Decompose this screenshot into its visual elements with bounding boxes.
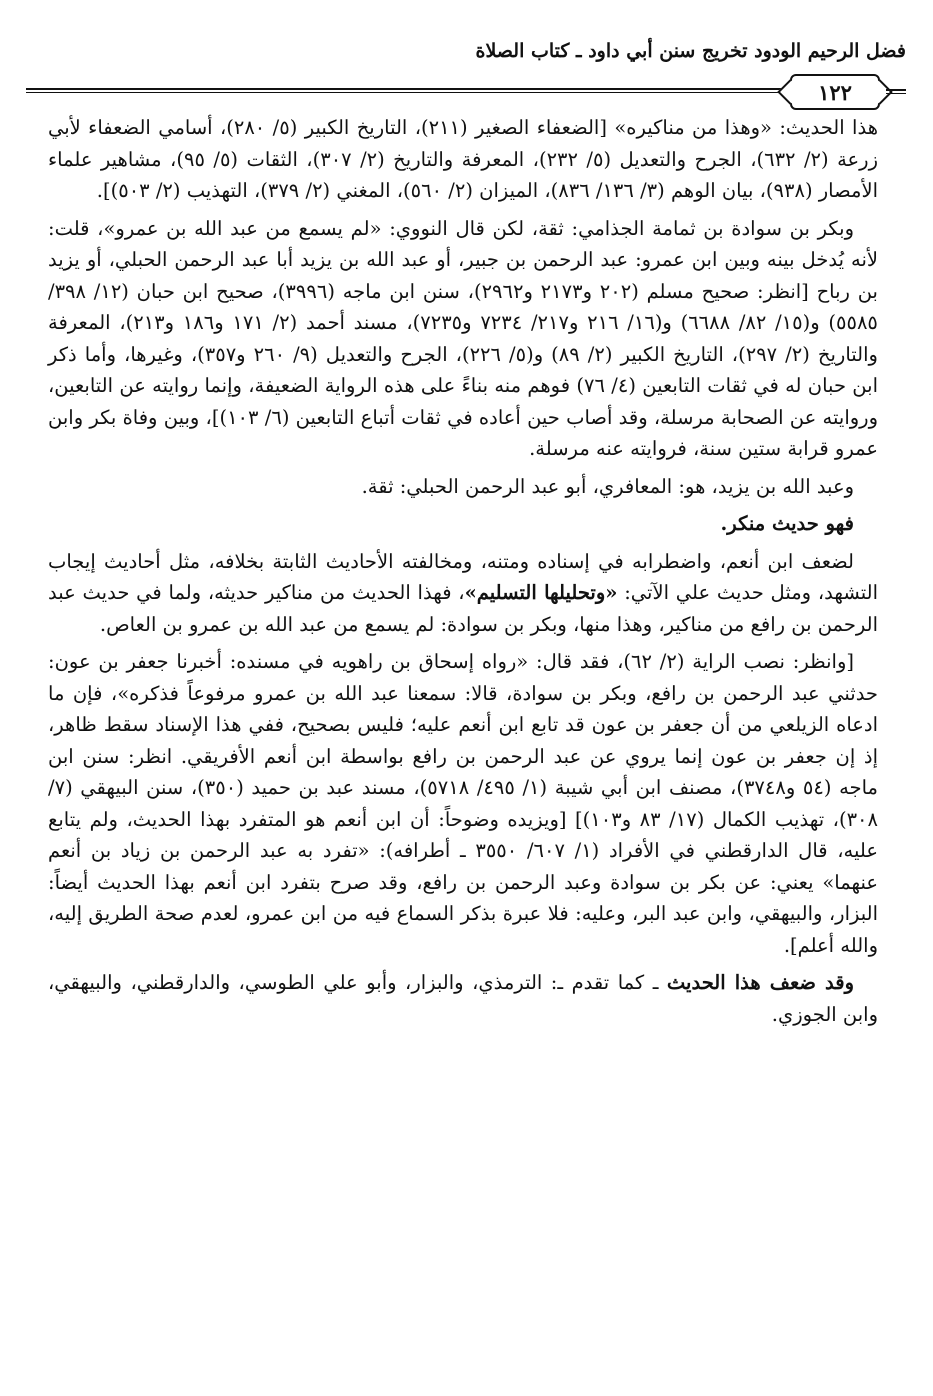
header-rule	[26, 74, 906, 110]
running-title: فضل الرحيم الودود تخريج سنن أبي داود ـ كتاب الصلاة	[475, 40, 906, 62]
weakened-by-bold: وقد ضعف هذا الحديث	[666, 971, 854, 994]
paragraph-abdullah-ibn-yazid: وعبد الله بن يزيد، هو: المعافري، أبو عبد الرحمن الحبلي: ثقة.	[361, 474, 854, 498]
paragraph-hadith-ref: هذا الحديث: «وهذا من مناكيره» [الضعفاء الصغير (٢١١)، التاريخ الكبير (٥/ ٢٨٠)، أسامي الضعفاء لأبي زرعة (٢/ ٦٣٢)، الجرح والتعديل (٥/ ٢٣٢)، المعرفة والتاريخ (٢/ ٣٠٧)، الثقات (٥/ ٩٥)، مشاهير علماء الأمصار (٩٣٨)، بيان الوهم (٣/ ١٣٦/ ٨٣٦)، الميزان (٢/ ٥٦٠)، المغني (٢/ ٣٧٩)، التهذيب (٢/ ٥٠٣)].	[48, 116, 878, 202]
weakened-by-rest: ـ كما تقدم ـ: الترمذي، والبزار، وأبو علي الطوسي، والدارقطني، والبيهقي، وابن الجوزي.	[48, 971, 878, 1026]
paragraph-bakr-ibn-sawada: وبكر بن سوادة بن ثمامة الجذامي: ثقة، لكن قال النووي: «لم يسمع من عبد الله بن عمرو»، قلت: لأنه يُدخل بينه وبين ابن عمرو: عبد الرحمن بن جبير، أو عبد الله بن يزيد أبا عبد الرحمن الحبلي، أو يزيد بن رباح [انظر: صحيح مسلم (٢٠٢ و٢١٧٣ و٢٩٦٢)، سنن ابن ماجه (٣٩٩٦)، صحيح ابن حبان (١٢/ ٣٩٨/ ٥٥٨٥) و(١٥/ ٨٢/ ٦٦٨٨) و(١٦/ ٢١٦ و٢١٧/ ٧٢٣٤ و٧٢٣٥)، مسند أحمد (٢/ ١٧١ و١٨٦ و٢١٣)، المعرفة والتاريخ (٢/ ٢٩٧)، التاريخ الكبير (٢/ ٨٩) و(٥/ ٢٢٦)، الجرح والتعديل (٩/ ٢٦٠ و٣٥٧)، وغيرها، وأما ذكر ابن حبان له في ثقات التابعين (٤/ ٧٦) فوهم منه بناءً على هذه الرواية الضعيفة، وإنما روايته عن التابعين، وروايته عن الصحابة مرسلة، وقد أصاب حين أعاده في ثقات أتباع التابعين (٦/ ١٠٣)]، وبين وفاة بكر وابن عمرو قرابة ستين سنة، فروايته عنه مرسلة.	[48, 216, 878, 460]
page-number-badge: ١٢٢	[790, 74, 880, 110]
page-body	[48, 112, 878, 1036]
reasons-quote: «وتحليلها التسليم»	[464, 581, 618, 604]
paragraph-weakened-by	[48, 967, 878, 1030]
paragraph-nasb-al-raya: [وانظر: نصب الراية (٢/ ٦٢)، فقد قال: «رواه إسحاق بن راهويه في مسنده: أخبرنا جعفر بن عون: حدثني عبد الرحمن بن رافع، وبكر بن سوادة، قالا: سمعنا عبد الله بن عمرو مرفوعاً فذكره»، فإن ما ادعاه الزيلعي من أن جعفر بن عون قد تابع ابن أنعم عليه؛ فليس بصحيح، ففي هذا الإسناد سقط ظاهر، إذ إن جعفر بن عون إنما يروي عن عبد الرحمن بن رافع بواسطة ابن أنعم الأفريقي. انظر: سنن ابن ماجه (٥٤ و٣٧٤٨)، مصنف ابن أبي شيبة (١/ ٤٩٥/ ٥٧١٨)، مسند عبد بن حميد (٣٥٠)، سنن البيهقي (٧/ ٣٠٨)، تهذيب الكمال (١٧/ ٨٣ و١٠٣)] [ويزيده وضوحاً: أن ابن أنعم هو المتفرد بهذا الحديث، ولم يتابع عليه، قال الدارقطني في الأفراد (١/ ٦٠٧/ ٣٥٥٠ ـ أطرافه): «تفرد به عبد الرحمن بن زياد بن أنعم عنهما» يعني: عن بكر بن سوادة وعبد الرحمن بن رافع، وقد صرح بتفرد ابن أنعم بهذا الحديث أيضاً: البزار، والبيهقي، وابن عبد البر، وعليه: فلا عبرة بذكر السماع فيه من ابن عمرو، لعدم صحة الطريق إليه، والله أعلم].	[48, 650, 878, 957]
verdict-heading: فهو حديث منكر.	[720, 512, 854, 535]
header-rule-end	[886, 89, 906, 94]
header-rule-line	[26, 88, 796, 93]
paragraph-reasons	[48, 546, 878, 641]
reasons-text-a: لضعف ابن أنعم، واضطرابه في إسناده ومتنه، ومخالفته الأحاديث الثابتة بخلافه، مثل أحاديث إيجاب التشهد، ومثل حديث علي الآتي:	[48, 549, 878, 604]
reasons-text-b: ، فهذا الحديث من مناكير حديثه، ولما في حديث عبد الرحمن بن رافع من مناكير، وهذا منها، وبكر بن سوادة: لم يسمع من عبد الله بن عمرو بن العاص.	[48, 581, 878, 636]
page-header	[26, 40, 906, 104]
